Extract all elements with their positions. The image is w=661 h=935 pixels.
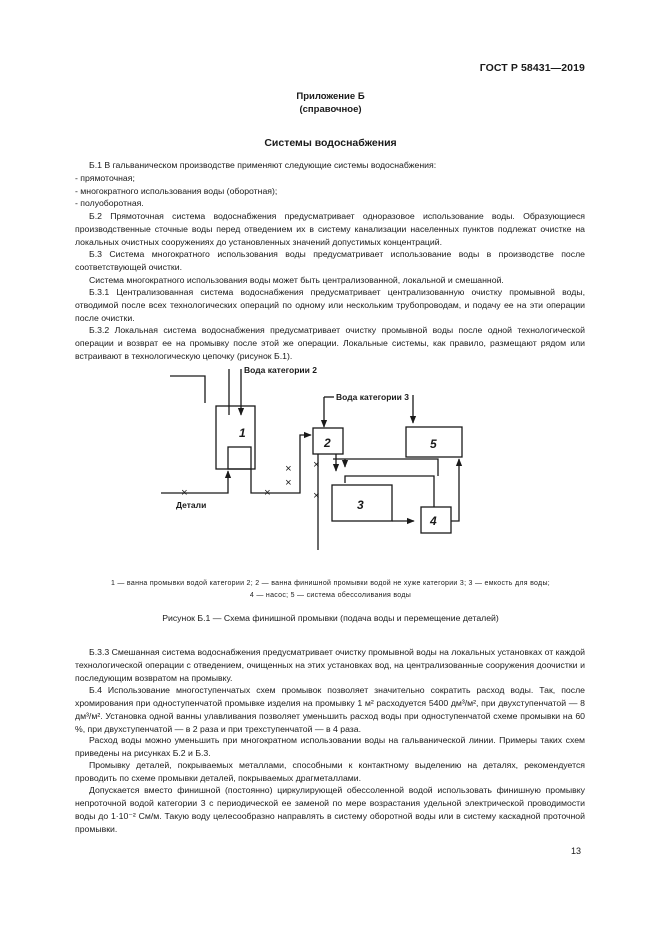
figure-legend-line1: 1 — ванна промывки водой категории 2; 2 — ванна финишной промывки водой не хуже категории 3; 3 — емкость для воды; <box>110 580 551 587</box>
figure-legend-line2: 4 — насос; 5 — система обессоливания воды <box>249 592 412 599</box>
appendix-subtitle: (справочное) <box>299 104 362 115</box>
valve-mark: × <box>264 487 271 499</box>
paragraph-b3-3: Б.3.3 Смешанная система водоснабжения предусматривает очистку промывной воды на локальных установках от каждой технологической операции с отведением, очищенных на этих установках вод, на централизованные сооружения доочистки и последующим возвратом на промывку. <box>75 647 586 683</box>
box-1-label: 1 <box>239 426 246 440</box>
figure-legend <box>40 578 621 602</box>
figure-caption: Рисунок Б.1 — Схема финишной промывки (подача воды и перемещение деталей) <box>162 613 499 623</box>
page-number: 13 <box>570 846 581 856</box>
box-4-label: 4 <box>430 514 437 528</box>
valve-mark: × <box>285 477 292 489</box>
section-title: Системы водоснабжения <box>264 137 397 149</box>
standard-number: ГОСТ Р 58431—2019 <box>479 62 585 74</box>
list-item-semi-circulating: - полуоборотная. <box>75 198 144 208</box>
paragraph-b3-types: Система многократного использования воды может быть централизованной, локальной и смешанной. <box>89 275 504 285</box>
paragraph-b1: Б.1 В гальваническом производстве применяют следующие системы водоснабжения: <box>89 160 437 170</box>
paragraph-b4: Б.4 Использование многоступенчатых схем промывок позволяет значительно сократить расход воды. Так, после хромирования при одноступенчатой промывке изделия на промывку 1 м² расходуется 5400 дм³/м², при двухступенчатой — 8 дм³/м². Установка одной ванны улавливания позволяет уменьшить расход воды при одноступенчатой схеме промывки на 60 %, при двухступенчатой — в 2 раза и при трехступенчатой — в 4 раза. <box>75 685 585 734</box>
paragraph-precious-metals: Промывку деталей, покрываемых металлами, способными к контактному выделению на деталях, рекомендуется проводить по схеме промывки деталей, покрываемых драгметаллами. <box>75 760 585 783</box>
valve-mark: × <box>313 490 320 502</box>
valve-mark: × <box>313 459 320 471</box>
list-item-direct-flow: - прямоточная; <box>75 173 135 183</box>
label-water-cat2: Вода категории 2 <box>244 365 317 375</box>
label-water-cat3: Вода категории 3 <box>336 392 409 402</box>
box-2-label: 2 <box>324 436 331 450</box>
paragraph-b3-2: Б.3.2 Локальная система водоснабжения предусматривает очистку промывной воды после одной технологической операции и возврат ее на промывку после этой же операции. Локальные системы, как правило, размещают рядом или встраивают в технологическую цепочку (рисунок Б.1). <box>75 325 585 361</box>
valve-mark: × <box>181 487 188 499</box>
appendix-title: Приложение Б <box>296 91 365 102</box>
box-3-label: 3 <box>357 498 364 512</box>
valve-mark: × <box>285 463 292 475</box>
paragraph-b3-1: Б.3.1 Централизованная система водоснабжения предусматривает централизованную очистку промывной воды, отводимой после всех технологических операций по одному или нескольким трубопроводам, и подачу ее на эти операции после очистки. <box>75 287 585 323</box>
box-5-label: 5 <box>430 437 437 451</box>
paragraph-b3: Б.3 Система многократного использования воды предусматривает использование воды в производстве после соответствующей очистки. <box>75 249 585 272</box>
paragraph-b2: Б.2 Прямоточная система водоснабжения предусматривает одноразовое использование воды. Образующиеся производственные сточные воды перед отведением их в систему канализации населенных пунктов подлежат очистке на локальных очистных сооружениях до установленных значений допустимых концентраций. <box>75 211 585 247</box>
label-parts: Детали <box>176 500 207 510</box>
paragraph-reuse-examples: Расход воды можно уменьшить при многократном использовании воды на гальванической линии. Примеры таких схем приведены на рисунках Б.2 и Б.3. <box>75 735 585 758</box>
list-item-reuse: - многократного использования воды (оборотная); <box>75 186 278 196</box>
figure-b1-diagram <box>0 355 661 595</box>
paragraph-final-rinse: Допускается вместо финишной (постоянно) циркулирующей обессоленной водой использовать финишную промывку непроточной водой категории 3 с периодической ее заменой по мере возрастания удельной электрической проводимости воды до 1·10⁻² См/м. Такую воду целесообразно направлять в систему оборотной воды или в систему каскадной проточной промывки. <box>75 785 585 834</box>
